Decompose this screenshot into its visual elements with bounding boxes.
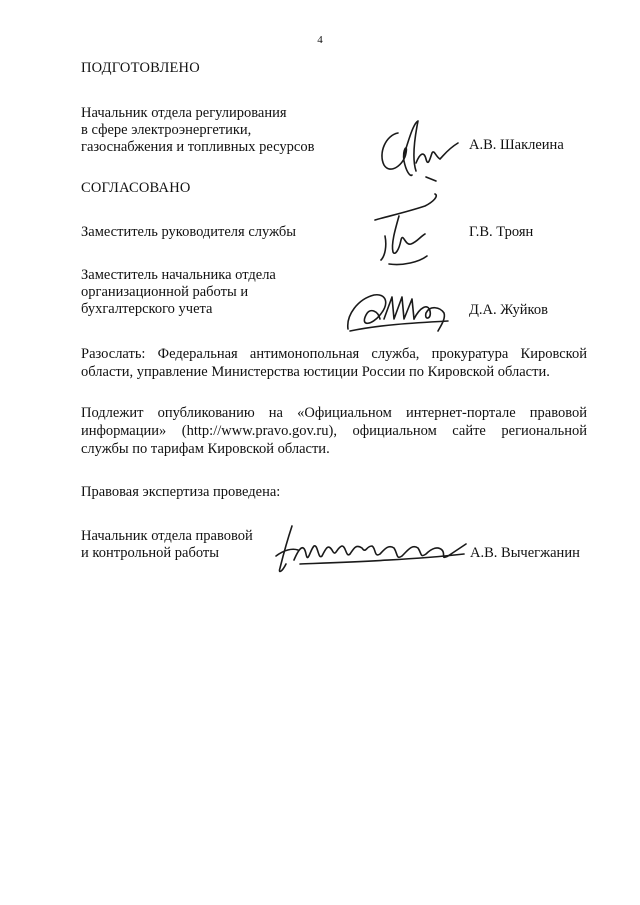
distribution-text: Разослать: Федеральная антимонопольная служба, прокуратура Кировской области, управление Министерства юстиции России по Кировской области. xyxy=(81,346,587,380)
position-line: в сфере электроэнергетики, xyxy=(81,122,252,138)
legal-review-position xyxy=(81,528,253,562)
prepared-heading: ПОДГОТОВЛЕНО xyxy=(81,60,200,76)
prepared-position xyxy=(81,105,314,156)
prepared-name: А.В. Шаклеина xyxy=(469,137,564,153)
signature-vychegzhanin xyxy=(270,520,470,580)
signature-zhuikov xyxy=(340,285,455,340)
position-line: Заместитель начальника отдела xyxy=(81,267,276,283)
position-line: Начальник отдела регулирования xyxy=(81,105,287,121)
position-line: газоснабжения и топливных ресурсов xyxy=(81,139,315,155)
legal-review-name: А.В. Вычегжанин xyxy=(470,545,580,561)
page-number: 4 xyxy=(317,34,323,46)
position-line: и контрольной работы xyxy=(81,545,219,561)
approver-1-name: Г.В. Троян xyxy=(469,224,534,240)
approver-1-position: Заместитель руководителя службы xyxy=(81,224,297,240)
publication-text: Подлежит опубликованию на «Официальном интернет-портале правовой информации» (http://www.pravo.gov.ru), официальном сайте региональной службы по тарифам Кировской области. xyxy=(81,405,587,457)
position-line: Начальник отдела правовой xyxy=(81,528,253,544)
approver-2-position xyxy=(81,267,276,318)
signature-shakleina xyxy=(370,115,465,185)
position-line: организационной работы и xyxy=(81,284,249,300)
position-line: бухгалтерского учета xyxy=(81,301,213,317)
approver-2-name: Д.А. Жуйков xyxy=(469,302,548,318)
approved-heading: СОГЛАСОВАНО xyxy=(81,180,191,196)
legal-review-statement: Правовая экспертиза проведена: xyxy=(81,484,281,500)
signature-troyan xyxy=(355,190,450,275)
